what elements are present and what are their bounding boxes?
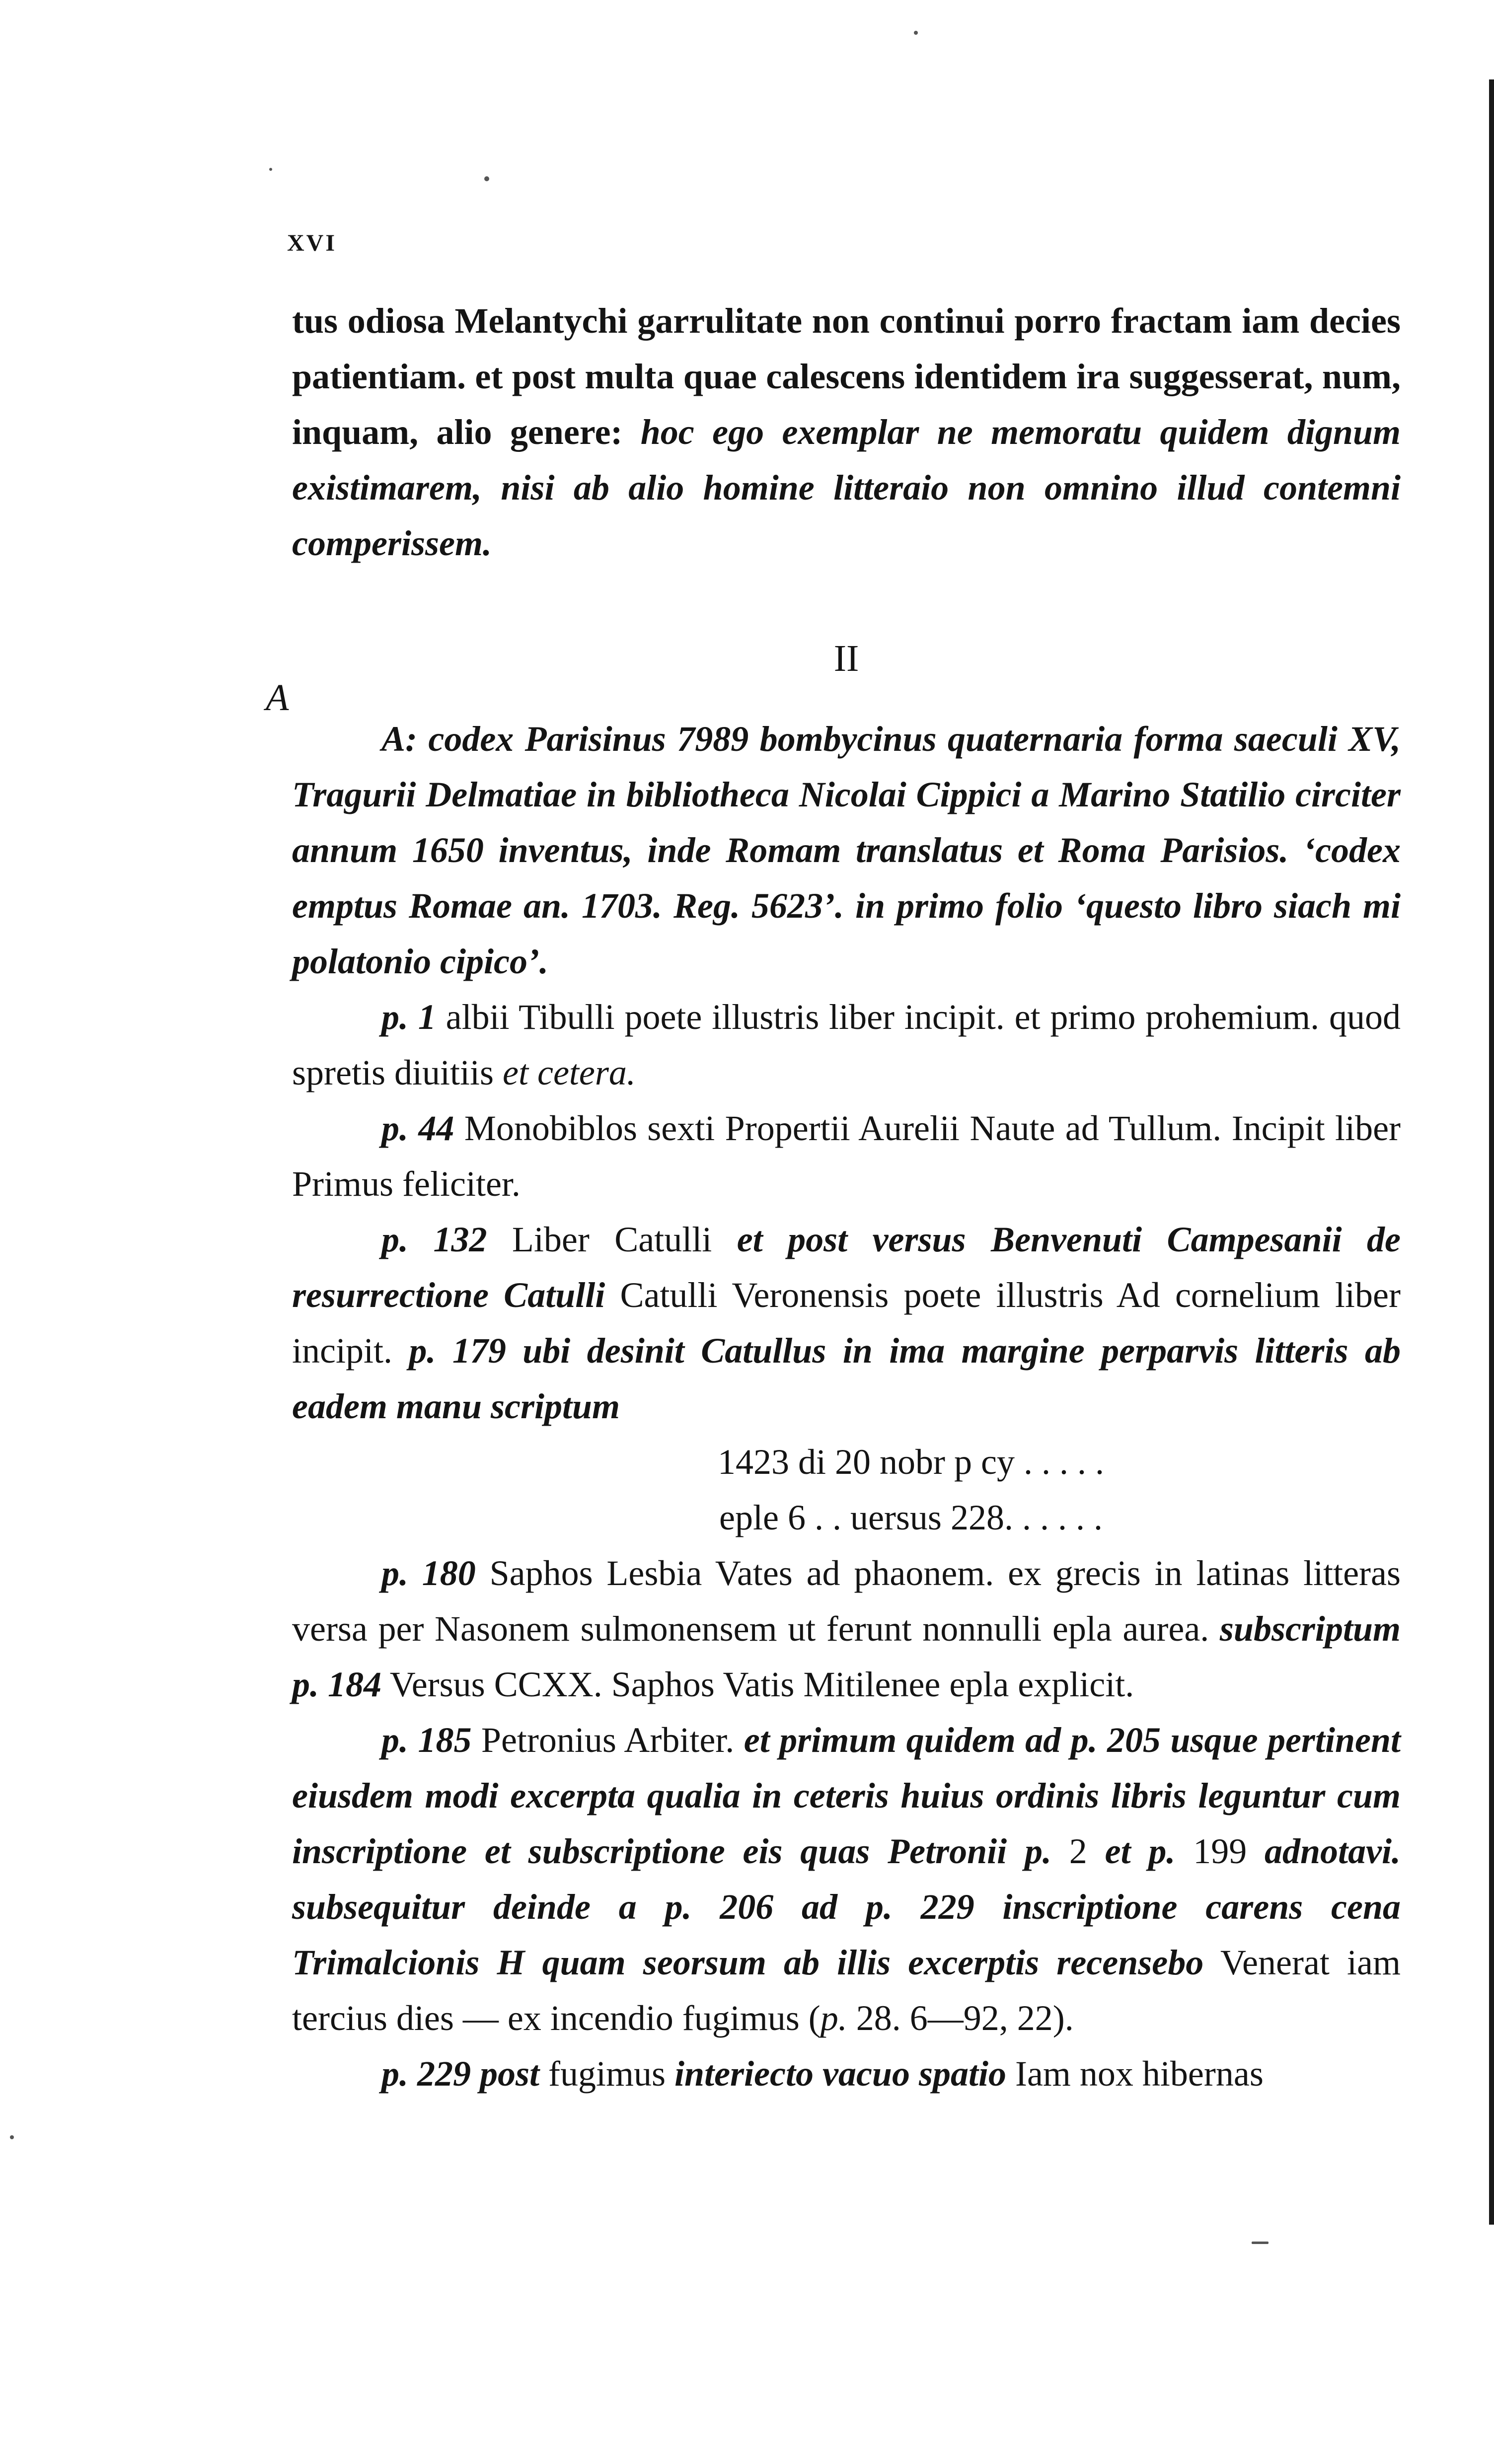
entry-italic: et post versus Benvenuti Campesanii de resurrectione Catulli xyxy=(292,1220,1401,1315)
section-heading: II xyxy=(833,638,859,679)
main-text xyxy=(292,293,1401,2102)
page-number: XVI xyxy=(287,230,337,256)
entry-italic: adnotavi. subsequitur deinde a p. 206 ad p. 229 inscriptione carens cena Trimalcionis H quam seorsum ab illis excerptis recensebo xyxy=(292,1831,1401,1982)
intro-paragraph xyxy=(292,293,1401,571)
entry-text: Monobiblos sexti Propertii Aurelii Naute ad Tullum. Incipit liber Primus feliciter. xyxy=(292,1108,1401,1204)
intro-text: tus odiosa Melantychi garrulitate non continui porro fractam iam decies patientiam. et post multa quae calescens identidem ira suggesserat, num, inquam, alio genere: xyxy=(292,301,1401,452)
entry-text: Catulli Veronensis poete illustris Ad cornelium liber incipit. xyxy=(292,1275,1401,1371)
entry-text: 2 xyxy=(1051,1831,1105,1871)
speck xyxy=(10,2135,14,2139)
entry-italic: interiecto vacuo spatio xyxy=(674,2054,1006,2094)
entry-p185 xyxy=(292,1712,1401,2046)
page-ref: p. 1 xyxy=(381,997,436,1037)
entry-italic: p. xyxy=(820,1998,847,2038)
entry-text: Saphos Lesbia Vates ad phaonem. ex grecis in latinas litteras versa per Nasonem sulmonensem ut ferunt nonnulli epla aurea. xyxy=(292,1553,1401,1649)
entry-text: Iam nox hibernas xyxy=(1006,2054,1264,2094)
subscription-line: eple 6 . . uersus 228. . . . . . xyxy=(719,1498,1103,1537)
entry-text: Liber Catulli xyxy=(487,1220,737,1259)
speck xyxy=(914,31,918,35)
intro-quote: hoc ego exemplar ne memoratu quidem dignum existimarem, nisi ab alio homine litteraio non omnino illud contemni comperissem. xyxy=(292,412,1401,563)
entry-p229 xyxy=(292,2046,1401,2102)
entry-p180 xyxy=(292,1545,1401,1712)
entry-text: fugimus xyxy=(539,2054,675,2094)
page-ref: p. 185 xyxy=(381,1720,472,1760)
page-edge-shadow xyxy=(1489,79,1494,2225)
entry-text: Petronius Arbiter. xyxy=(471,1720,744,1760)
subscription-line: 1423 di 20 nobr p cy . . . . . xyxy=(718,1442,1104,1482)
entry-italic: et p. xyxy=(1105,1831,1176,1871)
entry-italic: subscriptum p. 184 xyxy=(292,1609,1401,1704)
margin-sigil: A xyxy=(266,677,289,719)
page-ref: p. 180 xyxy=(381,1553,476,1593)
codex-description: A: codex Parisinus 7989 bombycinus quaternaria forma saeculi XV, Tragurii Delmatiae in bibliotheca Nicolai Cippici a Marino Statilio circiter annum 1650 inventus, inde Romam translatus et Roma Parisios. ‘codex emptus Romae an. 1703. Reg. 5623’. in primo folio ‘questo libro siach mi polatonio cipico’. xyxy=(292,719,1401,981)
speck xyxy=(269,168,272,171)
entry-text: 199 xyxy=(1175,1831,1265,1871)
page-ref: p. 132 xyxy=(381,1220,487,1259)
entry-text: 28. 6—92, 22). xyxy=(847,1998,1074,2038)
entry-tail: et cetera. xyxy=(503,1053,636,1092)
entry-p1 xyxy=(292,989,1401,1100)
entry-text: albii Tibulli poete illustris liber incipit. et primo prohemium. quod spretis diuitiis xyxy=(292,997,1401,1092)
entry-italic: et primum quidem ad p. 205 usque pertinent eiusdem modi excerpta qualia in ceteris huius ordinis libris leguntur cum inscriptione et subscriptione eis quas Petronii p. xyxy=(292,1720,1401,1871)
page-ref: p. 44 xyxy=(381,1108,454,1148)
entry-text: Versus CCXX. Saphos Vatis Mitilenee epla explicit. xyxy=(381,1665,1134,1704)
page-ref: p. 229 post xyxy=(381,2054,540,2094)
entry-p44 xyxy=(292,1100,1401,1212)
entry-p132 xyxy=(292,1212,1401,1434)
entry-italic: p. 179 ubi desinit Catullus in ima margine perparvis litteris ab eadem manu scriptum xyxy=(292,1331,1401,1426)
speck xyxy=(484,176,489,181)
entry-text: Venerat iam tercius dies — ex incendio fugimus ( xyxy=(292,1943,1401,2038)
speck xyxy=(1252,2242,1269,2244)
